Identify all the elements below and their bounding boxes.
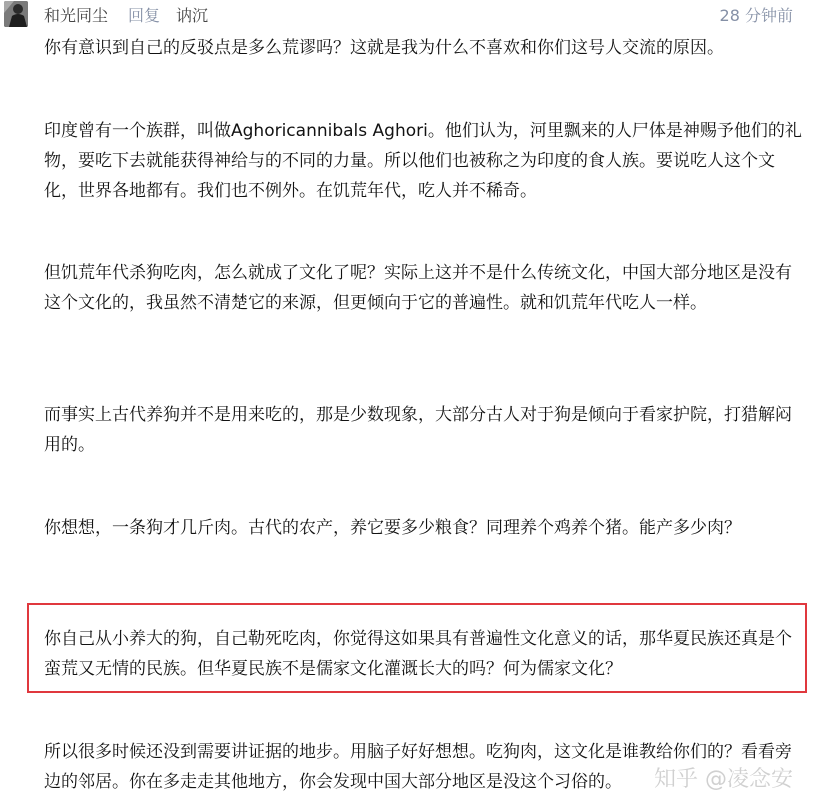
comment-paragraph: 所以很多时候还没到需要讲证据的地步。用脑子好好想想。吃狗肉，这文化是谁教给你们的？看看旁边的邻居。你在多走走其他地方，你会发现中国大部分地区是没这个习俗的。: [44, 742, 792, 792]
comment-paragraph: 你想想，一条狗才几斤肉。古代的农产，养它要多少粮食？同理养个鸡养个猪。能产多少肉？: [44, 518, 741, 538]
avatar-figure-icon: [4, 1, 28, 27]
comment-timestamp: 28 分钟前: [719, 6, 793, 25]
reply-to-user[interactable]: 讷沉: [176, 6, 209, 25]
comment-paragraph: 而事实上古代养狗并不是用来吃的，那是少数现象，大部分古人对于狗是倾向于看家护院，打猎解闷用的。: [44, 405, 792, 455]
comment-paragraph: 印度曾有一个族群，叫做Aghoricannibals Aghori。他们认为，河里飘来的人尸体是神赐予他们的礼物，要吃下去就能获得神给与的不同的力量。所以他们也被称之为印度的食人族。要说吃人这个文化，世界各地都有。我们也不例外。在饥荒年代，吃人并不稀奇。: [44, 121, 802, 201]
avatar[interactable]: [4, 1, 28, 27]
comment-paragraph: 你有意识到自己的反驳点是多么荒谬吗？这就是我为什么不喜欢和你们这号人交流的原因。: [44, 38, 724, 58]
reply-label: 回复: [128, 6, 161, 25]
comment-header: [0, 0, 815, 28]
comment-author[interactable]: 和光同尘: [44, 6, 109, 25]
highlighted-paragraph: 你自己从小养大的狗，自己勒死吃肉，你觉得这如果具有普遍性文化意义的话，那华夏民族还真是个蛮荒又无情的民族。但华夏民族不是儒家文化灌溉长大的吗？何为儒家文化？: [44, 629, 792, 679]
comment-paragraph: 但饥荒年代杀狗吃肉，怎么就成了文化了呢？实际上这并不是什么传统文化，中国大部分地区是没有这个文化的，我虽然不清楚它的来源，但更倾向于它的普遍性。就和饥荒年代吃人一样。: [44, 263, 792, 313]
zhihu-watermark: 知乎 @凌念安: [654, 767, 793, 792]
